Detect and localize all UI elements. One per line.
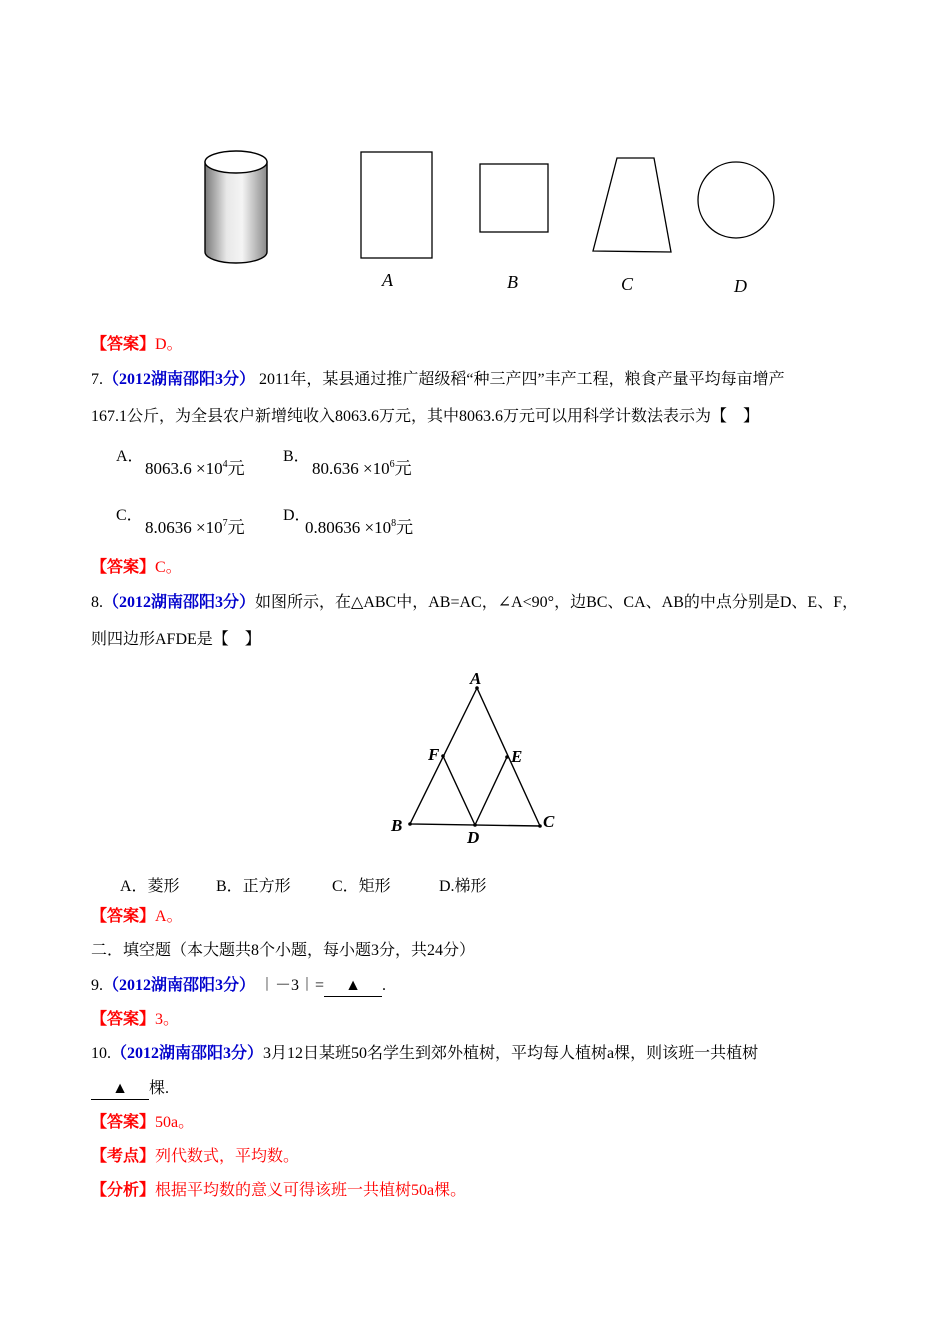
view-c-trapezoid	[593, 158, 671, 252]
q10-fenxi	[91, 1181, 466, 1201]
q10-kaodian	[91, 1147, 299, 1167]
kaodian-text: 列代数式，平均数。	[155, 1148, 300, 1165]
q7-option-b-label: B．	[283, 448, 310, 465]
fenxi-tag: 【分析】	[91, 1182, 156, 1199]
answer-value: 50a。	[155, 1114, 195, 1131]
q7-answer	[91, 558, 182, 578]
q9-stem: 9.（2012湖南邵阳3分） ︱－3︱= ▲ .	[91, 976, 386, 997]
view-b-square	[480, 164, 548, 232]
question-text: ︱－3︱=	[259, 977, 325, 994]
question-number: 7.	[91, 371, 103, 388]
view-d-label: D	[734, 276, 747, 296]
q8-option-d: D.梯形	[439, 878, 487, 895]
answer-value: A。	[155, 908, 183, 925]
cylinder-solid	[205, 151, 267, 263]
point-b-label: B	[391, 816, 403, 835]
q7-option-b-value: $80.636 \times 10^6$元	[312, 459, 412, 478]
q8-stem-line1	[91, 593, 858, 613]
q8-answer	[91, 907, 183, 927]
q8-option-c: C．矩形	[332, 878, 391, 895]
q7-option-d-label: D．	[283, 507, 311, 524]
triangle-figure	[385, 665, 565, 850]
question-text: 2011年，某县通过推广超级稻“种三产四”丰产工程，粮食产量平均每亩增产	[259, 371, 785, 388]
q6-answer	[91, 335, 183, 355]
question-source: （2012湖南邵阳3分）	[103, 371, 256, 388]
midpoint-segments	[443, 756, 507, 825]
question-number: 10.	[91, 1045, 111, 1062]
q8-option-b: B．正方形	[216, 878, 291, 895]
q7-option-c-label: C．	[116, 507, 143, 524]
q7-option-c-value: $8.0636 \times 10^7$元	[145, 518, 245, 537]
point-d-label: D	[467, 828, 480, 847]
q7-option-d-value: $0.80636 \times 10^8$元	[305, 518, 414, 537]
q7-stem-line1	[91, 370, 785, 390]
q7-stem-line2: 167.1公斤，为全县农户新增纯收入8063.6万元，其中8063.6万元可以用科学计数法表示为【 】	[91, 408, 760, 425]
question-text: 3月12日某班50名学生到郊外植树，平均每人植树a棵，则该班一共植树	[263, 1045, 759, 1062]
question-source: （2012湖南邵阳3分）	[103, 977, 256, 994]
answer-tag: 【答案】	[91, 1114, 156, 1131]
section-title: 二．填空题（本大题共8个小题，每小题3分，共24分）	[91, 942, 476, 959]
q10-stem-line2: ▲ 棵.	[91, 1079, 169, 1100]
fenxi-text: 根据平均数的意义可得该班一共植树50a棵。	[155, 1182, 467, 1199]
question-number: 8.	[91, 594, 103, 611]
answer-value: D。	[155, 336, 183, 353]
question-text: 如图所示，在△ABC中，AB=AC，∠A<90°，边BC、CA、AB的中点分别是D、E、F，	[255, 594, 859, 611]
view-c-label: C	[621, 274, 634, 294]
q7-option-a-label: A．	[116, 448, 144, 465]
answer-tag: 【答案】	[91, 908, 156, 925]
view-a-label: A	[382, 270, 393, 290]
question-source: （2012湖南邵阳3分）	[103, 594, 256, 611]
answer-blank: ▲	[91, 1079, 149, 1100]
three-view-figure	[195, 140, 795, 300]
answer-tag: 【答案】	[91, 559, 156, 576]
q8-stem-line2: 则四边形AFDE是【 】	[91, 631, 261, 648]
question-source: （2012湖南邵阳3分）	[111, 1045, 264, 1062]
q10-answer	[91, 1113, 194, 1133]
view-a-rectangle	[361, 152, 432, 258]
answer-value: C。	[155, 559, 182, 576]
point-a-label: A	[470, 669, 482, 688]
q10-stem-line1	[91, 1044, 758, 1064]
answer-tag: 【答案】	[91, 336, 156, 353]
q8-option-a: A．菱形	[120, 878, 180, 895]
question-number: 9.	[91, 977, 103, 994]
view-b-label: B	[507, 272, 518, 292]
q7-option-a-value: $8063.6 \times 10^4$元	[145, 459, 245, 478]
answer-blank: ▲	[324, 976, 382, 997]
point-f-label: F	[428, 745, 440, 764]
q9-answer	[91, 1010, 179, 1030]
point-e-label: E	[511, 747, 523, 766]
kaodian-tag: 【考点】	[91, 1148, 156, 1165]
answer-value: 3。	[155, 1011, 180, 1028]
answer-tag: 【答案】	[91, 1011, 156, 1028]
view-d-circle	[698, 162, 774, 238]
point-c-label: C	[543, 812, 555, 831]
